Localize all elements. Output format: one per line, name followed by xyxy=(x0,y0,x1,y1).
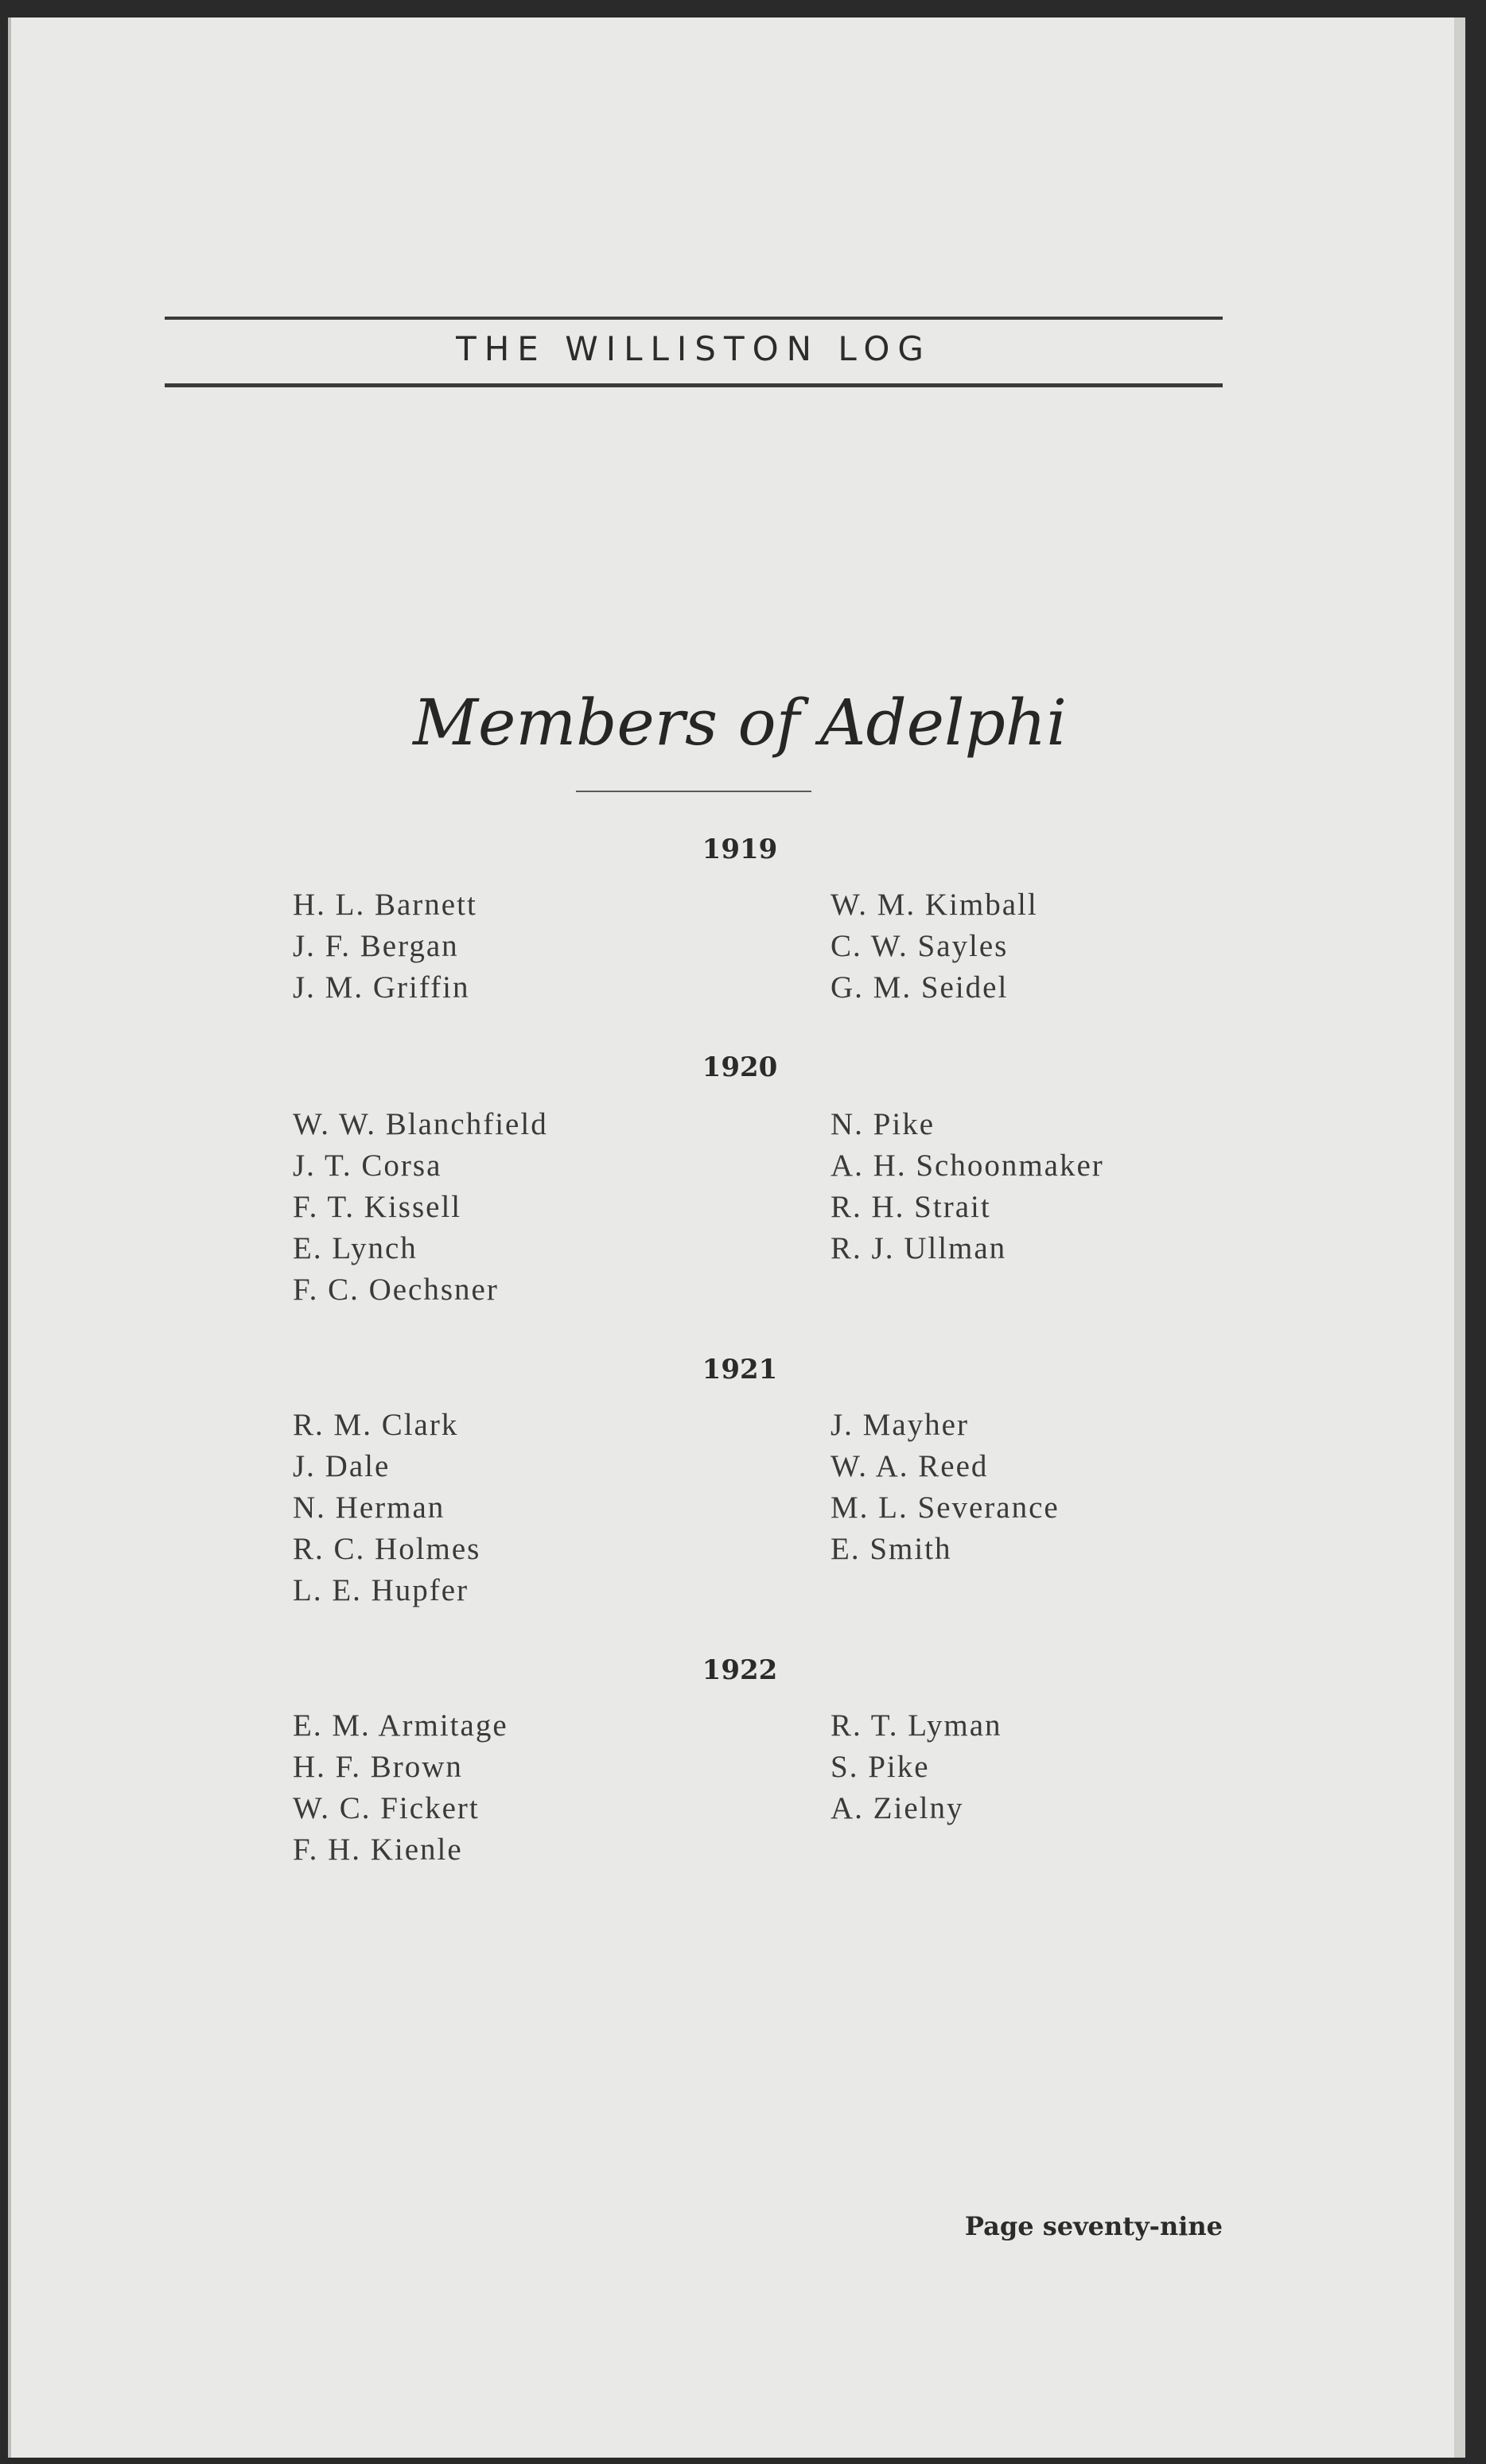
page-title: Members of Adelphi xyxy=(413,686,1067,760)
member-name: E. M. Armitage xyxy=(293,1708,508,1743)
member-name: J. Mayher xyxy=(831,1408,969,1442)
member-name: R. C. Holmes xyxy=(293,1532,481,1566)
year-heading-1922: 1922 xyxy=(702,1654,778,1686)
member-name: H. F. Brown xyxy=(293,1750,463,1784)
member-name: F. T. Kissell xyxy=(293,1190,462,1224)
member-name: H. L. Barnett xyxy=(293,888,477,922)
page-number: Page seventy-nine xyxy=(964,2211,1223,2241)
member-name: G. M. Seidel xyxy=(831,970,1009,1005)
member-name: W. A. Reed xyxy=(831,1449,989,1483)
year-heading-1921: 1921 xyxy=(702,1354,778,1386)
member-name: F. C. Oechsner xyxy=(293,1273,499,1307)
member-name: W. M. Kimball xyxy=(831,888,1038,922)
running-head: THE WILLISTON LOG xyxy=(456,329,932,368)
member-name: N. Pike xyxy=(831,1107,935,1141)
document-page xyxy=(8,17,1465,2458)
member-name: W. W. Blanchfield xyxy=(293,1107,548,1141)
member-name: J. F. Bergan xyxy=(293,929,459,963)
members-1921-left xyxy=(293,1405,480,1611)
members-1919-right xyxy=(831,884,1038,1009)
members-1922-right xyxy=(831,1705,1002,1829)
member-name: N. Herman xyxy=(293,1490,445,1525)
member-name: J. M. Griffin xyxy=(293,970,470,1005)
member-name: E. Lynch xyxy=(293,1231,418,1265)
member-name: S. Pike xyxy=(831,1750,930,1784)
member-name: M. L. Severance xyxy=(831,1490,1060,1525)
member-name: C. W. Sayles xyxy=(831,929,1009,963)
members-1919-left xyxy=(293,884,477,1009)
member-name: J. T. Corsa xyxy=(293,1148,442,1183)
header-rule-bottom xyxy=(165,383,1223,387)
title-underline xyxy=(576,791,811,792)
member-name: R. J. Ullman xyxy=(831,1231,1007,1265)
member-name: A. H. Schoonmaker xyxy=(831,1148,1104,1183)
member-name: W. C. Fickert xyxy=(293,1791,480,1825)
member-name: F. H. Kienle xyxy=(293,1832,463,1867)
members-1920-right xyxy=(831,1104,1104,1269)
member-name: R. H. Strait xyxy=(831,1190,991,1224)
member-name: R. M. Clark xyxy=(293,1408,459,1442)
member-name: E. Smith xyxy=(831,1532,952,1566)
member-name: A. Zielny xyxy=(831,1791,964,1825)
member-name: J. Dale xyxy=(293,1449,391,1483)
year-heading-1920: 1920 xyxy=(702,1051,778,1083)
header-rule-top xyxy=(165,317,1223,320)
member-name: R. T. Lyman xyxy=(831,1708,1002,1743)
member-name: L. E. Hupfer xyxy=(293,1573,469,1607)
year-heading-1919: 1919 xyxy=(702,834,778,865)
members-1922-left xyxy=(293,1705,508,1871)
members-1920-left xyxy=(293,1104,548,1311)
members-1921-right xyxy=(831,1405,1060,1570)
